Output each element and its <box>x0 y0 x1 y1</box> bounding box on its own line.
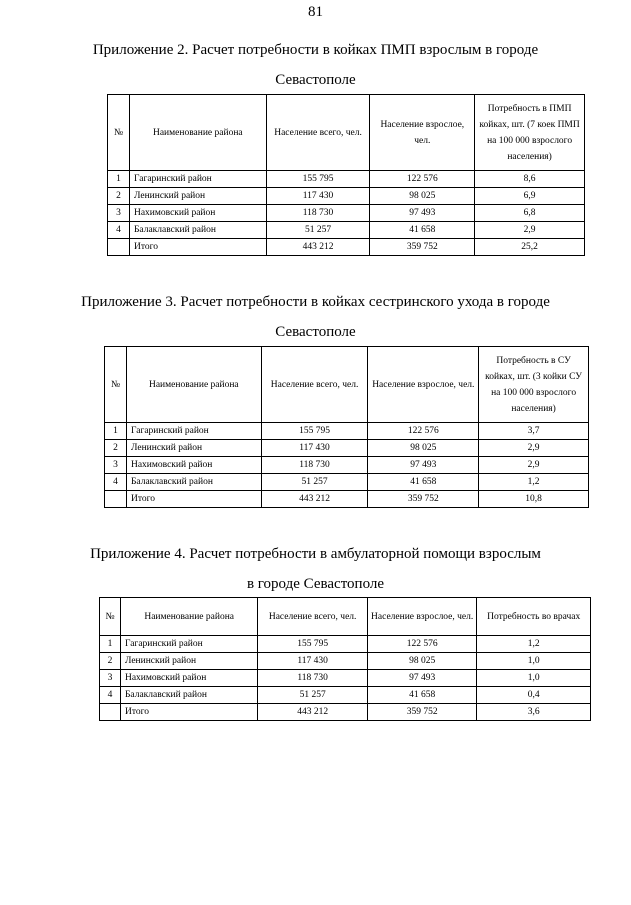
cell-pop-total: 117 430 <box>261 440 368 457</box>
cell-pop-adult: 122 576 <box>367 636 477 653</box>
table-row <box>100 670 591 687</box>
cell-pop-total: 443 212 <box>266 239 370 256</box>
table-appendix-2 <box>107 94 585 256</box>
cell-district: Нахимовский район <box>120 670 257 687</box>
cell-district: Нахимовский район <box>129 205 266 222</box>
header-pop-adult: Население взрослое, чел. <box>367 598 477 636</box>
header-district: Наименование района <box>120 598 257 636</box>
header-pop-adult: Население взрослое, чел. <box>368 347 479 423</box>
cell-num: 3 <box>108 205 130 222</box>
cell-pop-adult: 98 025 <box>370 188 475 205</box>
cell-need: 3,7 <box>479 423 589 440</box>
cell-pop-adult: 41 658 <box>370 222 475 239</box>
cell-num: 1 <box>100 636 121 653</box>
table-row <box>105 440 589 457</box>
table-row <box>105 423 589 440</box>
table-header-row <box>100 598 591 636</box>
cell-pop-total: 51 257 <box>261 474 368 491</box>
header-need: Потребность во врачах <box>477 598 591 636</box>
table-total-row <box>108 239 585 256</box>
cell-need: 2,9 <box>479 457 589 474</box>
cell-need: 2,9 <box>479 440 589 457</box>
section-title-line: Приложение 4. Расчет потребности в амбулаторной помощи взрослым <box>90 546 541 562</box>
cell-total-label: Итого <box>120 704 257 721</box>
header-pop-total: Население всего, чел. <box>261 347 368 423</box>
cell-pop-adult: 98 025 <box>368 440 479 457</box>
section-title-line: Севастополе <box>275 324 356 340</box>
cell-pop-total: 443 212 <box>261 491 368 508</box>
cell-pop-adult: 41 658 <box>367 687 477 704</box>
cell-num: 2 <box>108 188 130 205</box>
table-appendix-4 <box>99 597 591 721</box>
cell-pop-total: 118 730 <box>258 670 368 687</box>
table-row <box>105 457 589 474</box>
header-num: № <box>100 598 121 636</box>
cell-need: 1,2 <box>479 474 589 491</box>
cell-pop-adult: 97 493 <box>370 205 475 222</box>
section-title-line: Приложение 3. Расчет потребности в койках сестринского ухода в городе <box>81 294 550 310</box>
cell-num: 4 <box>100 687 121 704</box>
cell-district: Ленинский район <box>129 188 266 205</box>
header-need: Потребность в ПМП койках, шт. (7 коек ПМП на 100 000 взрослого населения) <box>475 95 585 171</box>
header-pop-total: Население всего, чел. <box>266 95 370 171</box>
cell-district: Ленинский район <box>120 653 257 670</box>
cell-pop-adult: 122 576 <box>370 171 475 188</box>
section-title-1 <box>0 40 631 90</box>
cell-num-empty <box>108 239 130 256</box>
cell-need: 3,6 <box>477 704 591 721</box>
table-row <box>108 222 585 239</box>
table-row <box>100 687 591 704</box>
cell-num: 2 <box>105 440 127 457</box>
cell-num-empty <box>105 491 127 508</box>
cell-num: 1 <box>105 423 127 440</box>
cell-pop-total: 443 212 <box>258 704 368 721</box>
cell-pop-total: 118 730 <box>266 205 370 222</box>
page-number: 81 <box>308 4 323 20</box>
cell-need: 8,6 <box>475 171 585 188</box>
section-title-line: Севастополе <box>275 72 356 88</box>
cell-num: 4 <box>105 474 127 491</box>
cell-pop-adult: 41 658 <box>368 474 479 491</box>
table-row <box>108 171 585 188</box>
cell-need: 1,0 <box>477 653 591 670</box>
cell-district: Балаклавский район <box>129 222 266 239</box>
table-header-row <box>105 347 589 423</box>
cell-need: 6,9 <box>475 188 585 205</box>
header-num: № <box>108 95 130 171</box>
cell-district: Гагаринский район <box>129 171 266 188</box>
cell-need: 0,4 <box>477 687 591 704</box>
cell-pop-total: 51 257 <box>258 687 368 704</box>
cell-pop-adult: 97 493 <box>367 670 477 687</box>
cell-pop-total: 155 795 <box>258 636 368 653</box>
section-title-line: в городе Севастополе <box>246 576 385 592</box>
cell-district: Ленинский район <box>126 440 261 457</box>
cell-need: 1,0 <box>477 670 591 687</box>
header-num: № <box>105 347 127 423</box>
cell-pop-adult: 98 025 <box>367 653 477 670</box>
header-pop-adult: Население взрослое, чел. <box>370 95 475 171</box>
header-district: Наименование района <box>129 95 266 171</box>
cell-total-label: Итого <box>129 239 266 256</box>
table-row <box>100 653 591 670</box>
cell-pop-adult: 359 752 <box>367 704 477 721</box>
table-row <box>100 636 591 653</box>
cell-district: Гагаринский район <box>126 423 261 440</box>
table-appendix-3 <box>104 346 589 508</box>
table-header-row <box>108 95 585 171</box>
cell-pop-total: 117 430 <box>266 188 370 205</box>
cell-need: 2,9 <box>475 222 585 239</box>
section-title-3 <box>0 544 631 594</box>
cell-pop-adult: 359 752 <box>370 239 475 256</box>
cell-district: Балаклавский район <box>120 687 257 704</box>
cell-district: Нахимовский район <box>126 457 261 474</box>
cell-num: 3 <box>100 670 121 687</box>
cell-total-label: Итого <box>126 491 261 508</box>
cell-num: 4 <box>108 222 130 239</box>
cell-pop-total: 155 795 <box>266 171 370 188</box>
table-row <box>108 205 585 222</box>
cell-need: 25,2 <box>475 239 585 256</box>
cell-num: 1 <box>108 171 130 188</box>
header-pop-total: Население всего, чел. <box>258 598 368 636</box>
table-row <box>105 474 589 491</box>
table-total-row <box>100 704 591 721</box>
cell-need: 10,8 <box>479 491 589 508</box>
cell-pop-adult: 359 752 <box>368 491 479 508</box>
table-total-row <box>105 491 589 508</box>
cell-num: 3 <box>105 457 127 474</box>
cell-pop-adult: 97 493 <box>368 457 479 474</box>
cell-pop-total: 155 795 <box>261 423 368 440</box>
header-district: Наименование района <box>126 347 261 423</box>
cell-num-empty <box>100 704 121 721</box>
cell-pop-total: 51 257 <box>266 222 370 239</box>
cell-district: Балаклавский район <box>126 474 261 491</box>
cell-pop-adult: 122 576 <box>368 423 479 440</box>
cell-pop-total: 117 430 <box>258 653 368 670</box>
section-title-2 <box>0 292 631 342</box>
cell-need: 6,8 <box>475 205 585 222</box>
cell-district: Гагаринский район <box>120 636 257 653</box>
table-row <box>108 188 585 205</box>
cell-num: 2 <box>100 653 121 670</box>
cell-need: 1,2 <box>477 636 591 653</box>
section-title-line: Приложение 2. Расчет потребности в койках ПМП взрослым в городе <box>92 42 539 58</box>
header-need: Потребность в СУ койках, шт. (3 койки СУ на 100 000 взрослого населения) <box>479 347 589 423</box>
cell-pop-total: 118 730 <box>261 457 368 474</box>
